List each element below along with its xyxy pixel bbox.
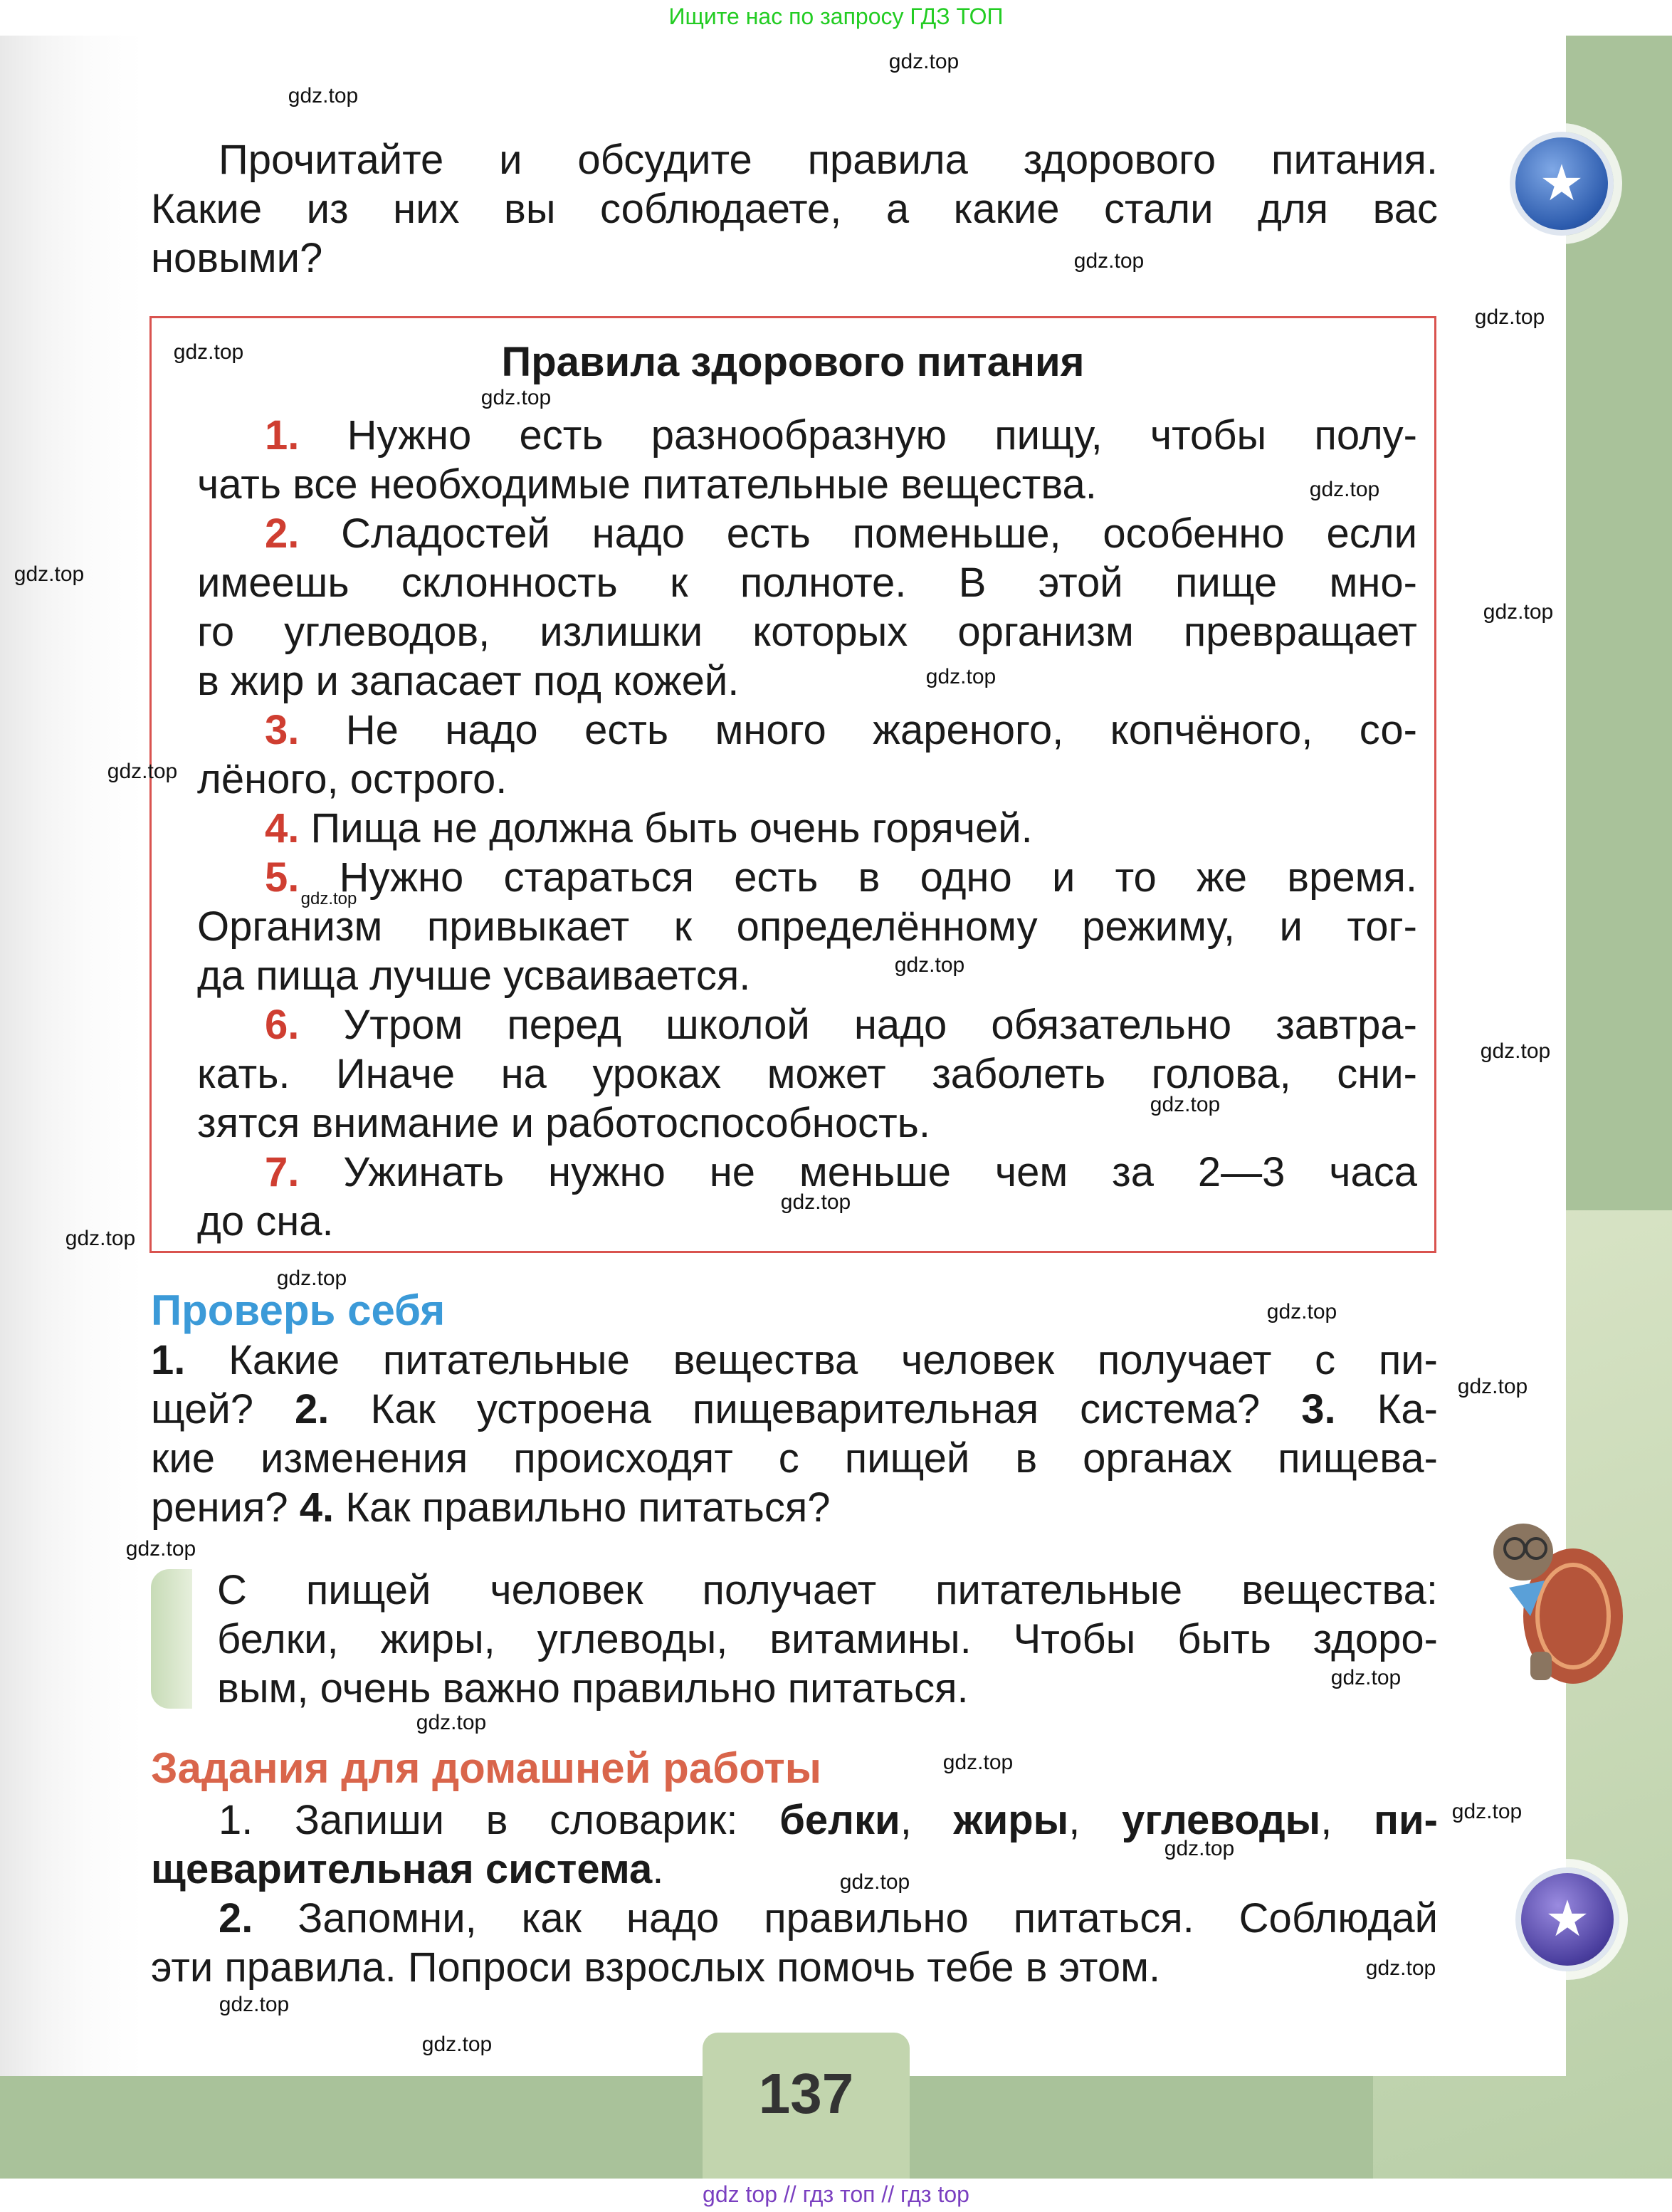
stars-icon: ★	[1510, 132, 1614, 236]
watermark: gdz.top	[1474, 305, 1545, 329]
task-text: Запомни, как надо правильно питаться. Соблюдай	[298, 1895, 1438, 1941]
watermark: gdz.top	[107, 760, 178, 783]
q-number: 2.	[295, 1386, 330, 1432]
q-text: щей?	[151, 1386, 253, 1432]
term: углеводы	[1121, 1797, 1321, 1843]
watermark: gdz.top	[888, 50, 959, 73]
rule-4: 4. Пища не должна быть очень горячей.	[265, 805, 1033, 851]
rule-line: до сна.	[197, 1198, 334, 1244]
watermark: gdz.top	[1483, 600, 1554, 624]
rule-2: 2. Сладостей надо есть поменьше, особенно если	[265, 510, 1417, 557]
rule-1: 1. Нужно есть разнообразную пищу, чтобы полу-	[265, 412, 1418, 458]
watermark: gdz.top	[480, 386, 552, 409]
summary-marker	[151, 1569, 192, 1709]
intro-paragraph	[151, 135, 1438, 283]
term: щеварительная система	[151, 1846, 653, 1892]
rule-6: 6. Утром перед школой надо обязательно завтра-	[265, 1002, 1417, 1048]
rule-line: кать. Иначе на уроках может заболеть голова, сни-	[197, 1051, 1417, 1097]
watermark: gdz.top	[125, 1537, 196, 1561]
rule-line: зятся внимание и работоспособность.	[197, 1100, 930, 1146]
check-questions	[151, 1336, 1438, 1532]
homework-heading: Задания для домашней работы	[151, 1744, 822, 1792]
summary-line: белки, жиры, углеводы, витамины. Чтобы быть здоро-	[217, 1616, 1438, 1662]
q-text: Как устроена пищеварительная система?	[370, 1386, 1261, 1432]
watermark: gdz.top	[1480, 1039, 1551, 1063]
watermark: gdz.top	[173, 340, 244, 364]
watermark: gdz.top	[421, 2033, 493, 2056]
summary-line: вым, очень важно правильно питаться.	[217, 1665, 969, 1712]
rule-line: да пища лучше усваивается.	[197, 953, 751, 999]
watermark: gdz.top	[1266, 1300, 1337, 1323]
intro-line: Какие из них вы соблюдаете, а какие стали для вас	[151, 186, 1438, 232]
rules-box	[149, 316, 1436, 1253]
homework-tasks	[151, 1796, 1438, 1992]
watermark: gdz.top	[416, 1711, 487, 1734]
page-number: 137	[758, 2062, 854, 2125]
rules-title: Правила здорового питания	[501, 339, 1085, 385]
punct: .	[652, 1846, 664, 1892]
watermark: gdz.top	[1457, 1375, 1528, 1398]
rule-line: лёного, острого.	[197, 756, 508, 802]
q-number: 4.	[299, 1484, 335, 1531]
stars-icon: ★	[1515, 1867, 1619, 1971]
task-number: 1.	[219, 1797, 253, 1843]
rule-line: чать все необходимые питательные вещества.	[197, 461, 1097, 508]
watermark: gdz.top	[894, 953, 965, 977]
watermark: gdz.top	[219, 1993, 290, 2016]
watermark: gdz.top	[1164, 1837, 1235, 1860]
q-number: 3.	[1301, 1386, 1336, 1432]
q-text: кие изменения происходят с пищей в органах пищева-	[151, 1435, 1438, 1482]
search-banner[interactable]: Ищите нас по запросу ГДЗ ТОП	[0, 0, 1672, 36]
term: белки	[779, 1797, 900, 1843]
q-text: Какие питательные вещества человек получает с пи-	[228, 1337, 1438, 1383]
q-text: Ка-	[1377, 1386, 1438, 1432]
punct: ,	[1068, 1797, 1081, 1843]
watermark: gdz.top	[14, 562, 85, 586]
watermark: gdz.top	[1073, 249, 1145, 273]
q-text: Как правильно питаться?	[345, 1484, 831, 1531]
punct: ,	[1320, 1797, 1332, 1843]
footer-links[interactable]: gdz top // гдз топ // гдз top	[0, 2179, 1672, 2212]
watermark: gdz.top	[1451, 1800, 1523, 1823]
term: жиры	[953, 1797, 1069, 1843]
watermark: gdz.top	[925, 665, 997, 688]
watermark: gdz.top	[1150, 1093, 1221, 1116]
rule-7: 7. Ужинать нужно не меньше чем за 2—3 часа	[265, 1149, 1417, 1195]
watermark: gdz.top	[288, 84, 359, 108]
watermark: gdz.top	[839, 1870, 910, 1894]
turtle-icon	[1481, 1509, 1630, 1694]
summary-paragraph	[217, 1566, 1438, 1713]
rule-line: Организм привыкает к определённому режиму, и тог-	[197, 903, 1417, 950]
rule-5: 5. Нужно стараться есть в одно и то же время.	[265, 854, 1417, 901]
task-text: эти правила. Попроси взрослых помочь тебе в этом.	[151, 1944, 1161, 1991]
watermark: gdz.top	[780, 1190, 851, 1214]
watermark: gdz.top	[276, 1267, 347, 1290]
intro-line: новыми?	[151, 235, 323, 281]
rule-line: имеешь склонность к полноте. В этой пище мно-	[197, 560, 1417, 606]
q-text: рения?	[151, 1484, 288, 1531]
rules-list	[197, 411, 1417, 1246]
intro-line: Прочитайте и обсудите правила здорового питания.	[219, 137, 1438, 183]
watermark: gdz.top	[1309, 478, 1380, 501]
term: пи-	[1373, 1797, 1438, 1843]
q-number: 1.	[151, 1337, 186, 1383]
rule-3: 3. Не надо есть много жареного, копчёного, со-	[265, 707, 1417, 753]
punct: ,	[900, 1797, 912, 1843]
check-yourself-heading: Проверь себя	[151, 1286, 446, 1334]
rule-line: в жир и запасает под кожей.	[197, 658, 740, 704]
task-text: Запиши в словарик:	[295, 1797, 738, 1843]
summary-line: С пищей человек получает питательные вещества:	[217, 1567, 1438, 1613]
task-number: 2.	[219, 1895, 253, 1941]
watermark: gdz.top	[300, 889, 357, 908]
watermark: gdz.top	[65, 1227, 136, 1250]
watermark: gdz.top	[942, 1751, 1014, 1774]
watermark: gdz.top	[1365, 1956, 1436, 1980]
watermark: gdz.top	[1330, 1666, 1402, 1689]
rule-line: го углеводов, излишки которых организм превращает	[197, 609, 1417, 655]
